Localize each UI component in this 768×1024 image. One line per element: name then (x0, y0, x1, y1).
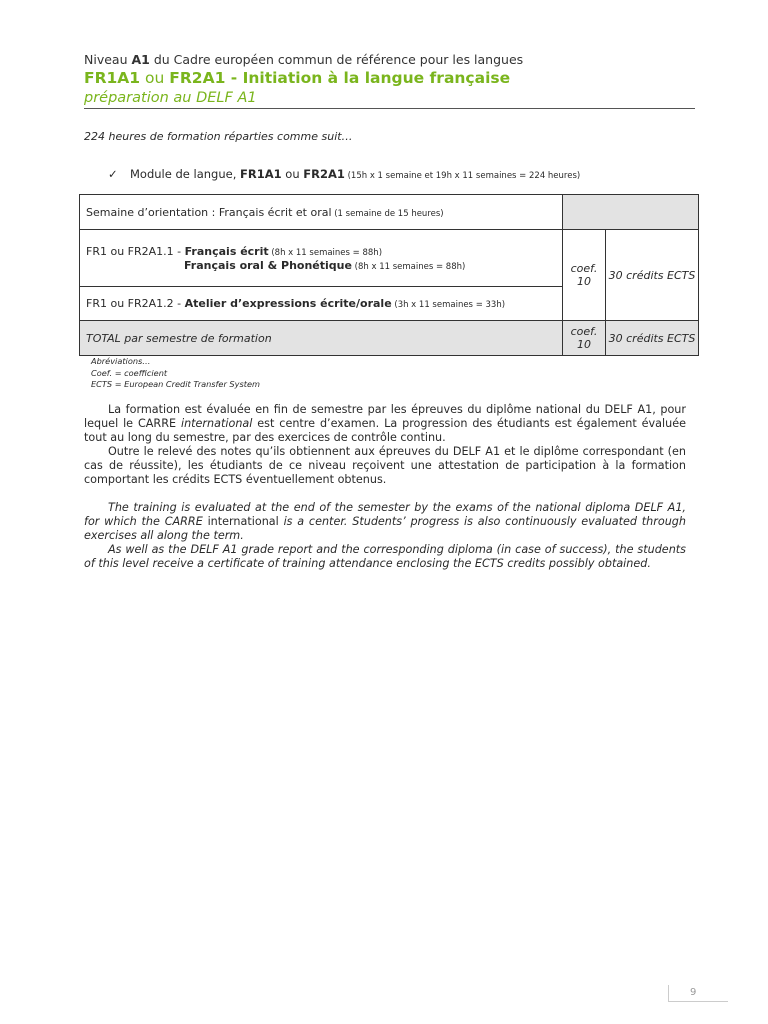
english-paragraph-2: As well as the DELF A1 grade report and the corresponding diploma (in case of success), the students of this level receive a certificate of training attendance enclosing the ECTS credits possibly obtained. (84, 543, 686, 570)
abbreviations: Abréviations… Coef. = coefficient ECTS = European Credit Transfer System (91, 356, 260, 389)
module-line: ✓ Module de langue, FR1A1 ou FR2A1 (15h x 1 semaine et 19h x 11 semaines = 224 heures) (108, 167, 581, 181)
footer-line (668, 1001, 728, 1002)
footer-box (668, 985, 727, 1001)
page-number: 9 (690, 987, 697, 998)
english-paragraph-1: The training is evaluated at the end of the semester by the exams of the national diploma DELF A1, for which the CARRE international is a center. Students’ progress is also continuously evaluated through exercises all along the term. (84, 501, 686, 542)
level-code: A1 (131, 52, 150, 67)
table-row-course-1: FR1 ou FR2A1.1 - Français écrit (8h x 11 semaines = 88h) Français oral & Phonétique (8h x 11 semaines = 88h) coef. 10 30 crédits ECTS (80, 230, 699, 287)
course-title: FR1A1 ou FR2A1 - Initiation à la langue française (84, 69, 511, 87)
header-rule (84, 108, 695, 109)
course-subtitle: préparation au DELF A1 (84, 90, 257, 106)
credits-cell: 30 crédits ECTS (606, 230, 699, 321)
coef-cell: coef. 10 (563, 230, 606, 321)
table-row-course-2: FR1 ou FR2A1.2 - Atelier d’expressions écrite/orale (3h x 11 semaines = 33h) (80, 287, 699, 321)
table-row-total: TOTAL par semestre de formation coef. 10 30 crédits ECTS (80, 321, 699, 356)
table-row-orientation: Semaine d’orientation : Français écrit et oral (1 semaine de 15 heures) (80, 195, 699, 230)
hours-intro: 224 heures de formation réparties comme suit… (84, 130, 353, 143)
orientation-empty-cell (563, 195, 699, 230)
level-line: Niveau A1 du Cadre européen commun de référence pour les langues (84, 52, 524, 67)
french-paragraph-2: Outre le relevé des notes qu’ils obtiennent aux épreuves du DELF A1 et le diplôme correspondant (en cas de réussite), les étudiants de ce niveau reçoivent une attestation de participation à la formation comportant les crédits ECTS éventuellement obtenus. (84, 445, 686, 486)
course-table (79, 194, 699, 356)
french-paragraph-1: La formation est évaluée en fin de semestre par les épreuves du diplôme national du DELF A1, pour lequel le CARRE international est centre d’examen. La progression des étudiants est également évaluée tout au long du semestre, par des exercices de contrôle continu. (84, 403, 687, 444)
checkmark-icon: ✓ (108, 167, 118, 181)
